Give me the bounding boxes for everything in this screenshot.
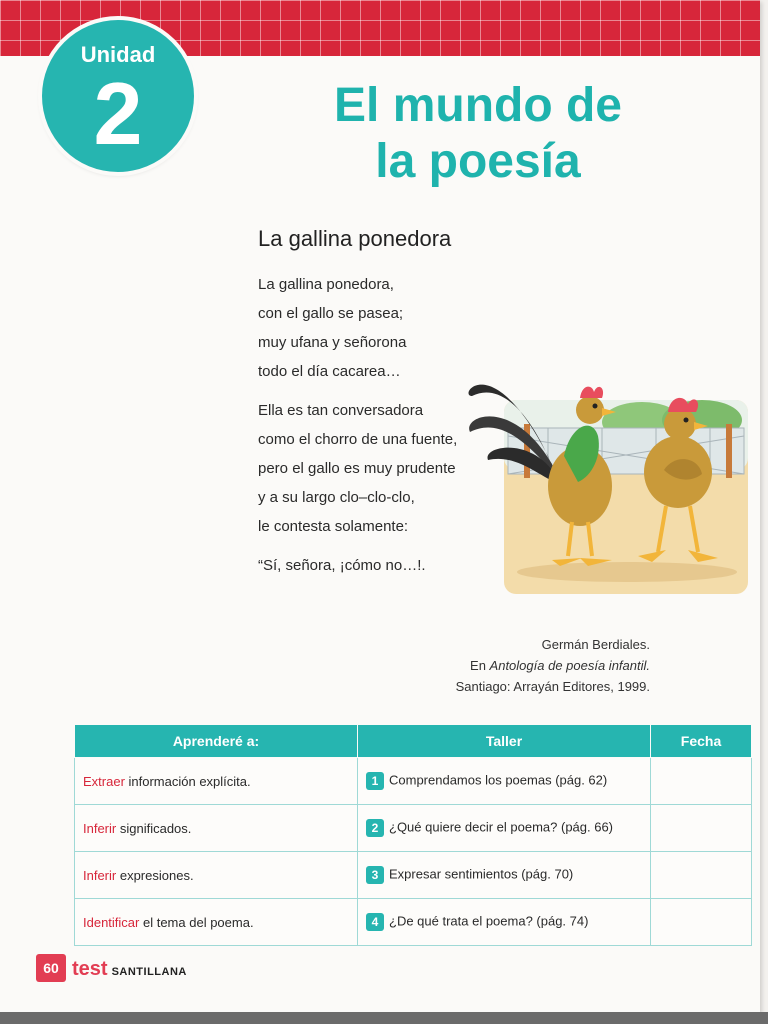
fecha-cell xyxy=(651,758,752,805)
taller-number-badge: 2 xyxy=(366,819,384,837)
ground-shadow xyxy=(517,562,737,582)
brand-test-logo: test xyxy=(72,958,108,980)
objective-cell xyxy=(75,805,358,852)
objective-verb: Extraer xyxy=(83,773,125,789)
brand-publisher-name: SANTILLANA xyxy=(111,966,187,978)
taller-number-badge: 1 xyxy=(366,772,384,790)
taller-cell xyxy=(358,899,651,946)
poem-line: muy ufana y señorona xyxy=(258,334,407,351)
scan-edge xyxy=(0,1012,768,1024)
table-header-row xyxy=(75,725,752,758)
objective-verb: Inferir xyxy=(83,867,117,883)
poem-line: como el chorro de una fuente, xyxy=(258,431,458,448)
taller-text: Expresar sentimientos (pág. 70) xyxy=(389,866,574,882)
objective-text: significados. xyxy=(116,820,192,836)
table-row xyxy=(75,899,752,946)
column-header-fecha: Fecha xyxy=(651,725,752,758)
title-line-2: la poesía xyxy=(375,135,581,188)
column-header-taller: Taller xyxy=(358,725,651,758)
poem-line: y a su largo clo–clo-clo, xyxy=(258,489,415,506)
taller-cell xyxy=(358,758,651,805)
taller-cell xyxy=(358,852,651,899)
rooster-and-hen-illustration xyxy=(452,336,752,598)
taller-text: ¿Qué quiere decir el poema? (pág. 66) xyxy=(389,819,614,835)
fence-post xyxy=(726,424,732,478)
poem-line: con el gallo se pasea; xyxy=(258,305,404,322)
objective-text: el tema del poema. xyxy=(139,914,254,930)
citation-source xyxy=(380,655,650,676)
page-number: 60 xyxy=(36,954,66,982)
citation-book: Antología de poesía infantil. xyxy=(489,658,650,673)
title-line-1: El mundo de xyxy=(334,79,622,132)
objective-cell xyxy=(75,899,358,946)
taller-number-badge: 3 xyxy=(366,866,384,884)
column-header-aprendere: Aprenderé a: xyxy=(75,725,358,758)
fecha-cell xyxy=(651,899,752,946)
objective-verb: Inferir xyxy=(83,820,117,836)
unit-number: 2 xyxy=(93,64,143,163)
poem-citation xyxy=(380,634,650,697)
table-row xyxy=(75,852,752,899)
citation-publisher: Santiago: Arrayán Editores, 1999. xyxy=(455,679,650,694)
poem-title: La gallina ponedora xyxy=(258,226,452,251)
fecha-cell xyxy=(651,805,752,852)
poem-line: le contesta solamente: xyxy=(258,518,409,535)
taller-number-badge: 4 xyxy=(366,913,384,931)
poem-line: La gallina ponedora, xyxy=(258,276,394,293)
poem-line: Ella es tan conversadora xyxy=(258,402,424,419)
publisher-logo xyxy=(72,955,187,983)
objective-text: expresiones. xyxy=(116,867,194,883)
citation-author: Germán Berdiales. xyxy=(541,637,650,652)
objective-text: información explícita. xyxy=(124,773,251,789)
table-row xyxy=(75,805,752,852)
unit-badge xyxy=(42,20,194,172)
objective-cell xyxy=(75,758,358,805)
taller-cell xyxy=(358,805,651,852)
objective-verb: Identificar xyxy=(83,914,140,930)
objective-cell xyxy=(75,852,358,899)
taller-text: ¿De qué trata el poema? (pág. 74) xyxy=(389,913,589,929)
page-title xyxy=(258,78,698,190)
taller-text: Comprendamos los poemas (pág. 62) xyxy=(389,772,608,788)
poem-line: pero el gallo es muy prudente xyxy=(258,460,456,477)
poem-line: “Sí, señora, ¡cómo no…!. xyxy=(258,557,426,574)
fecha-cell xyxy=(651,852,752,899)
learning-objectives-table xyxy=(74,724,752,946)
unit-label: Unidad xyxy=(80,42,156,67)
poem-line: todo el día cacarea… xyxy=(258,363,401,380)
citation-in: En xyxy=(470,658,490,673)
table-row xyxy=(75,758,752,805)
